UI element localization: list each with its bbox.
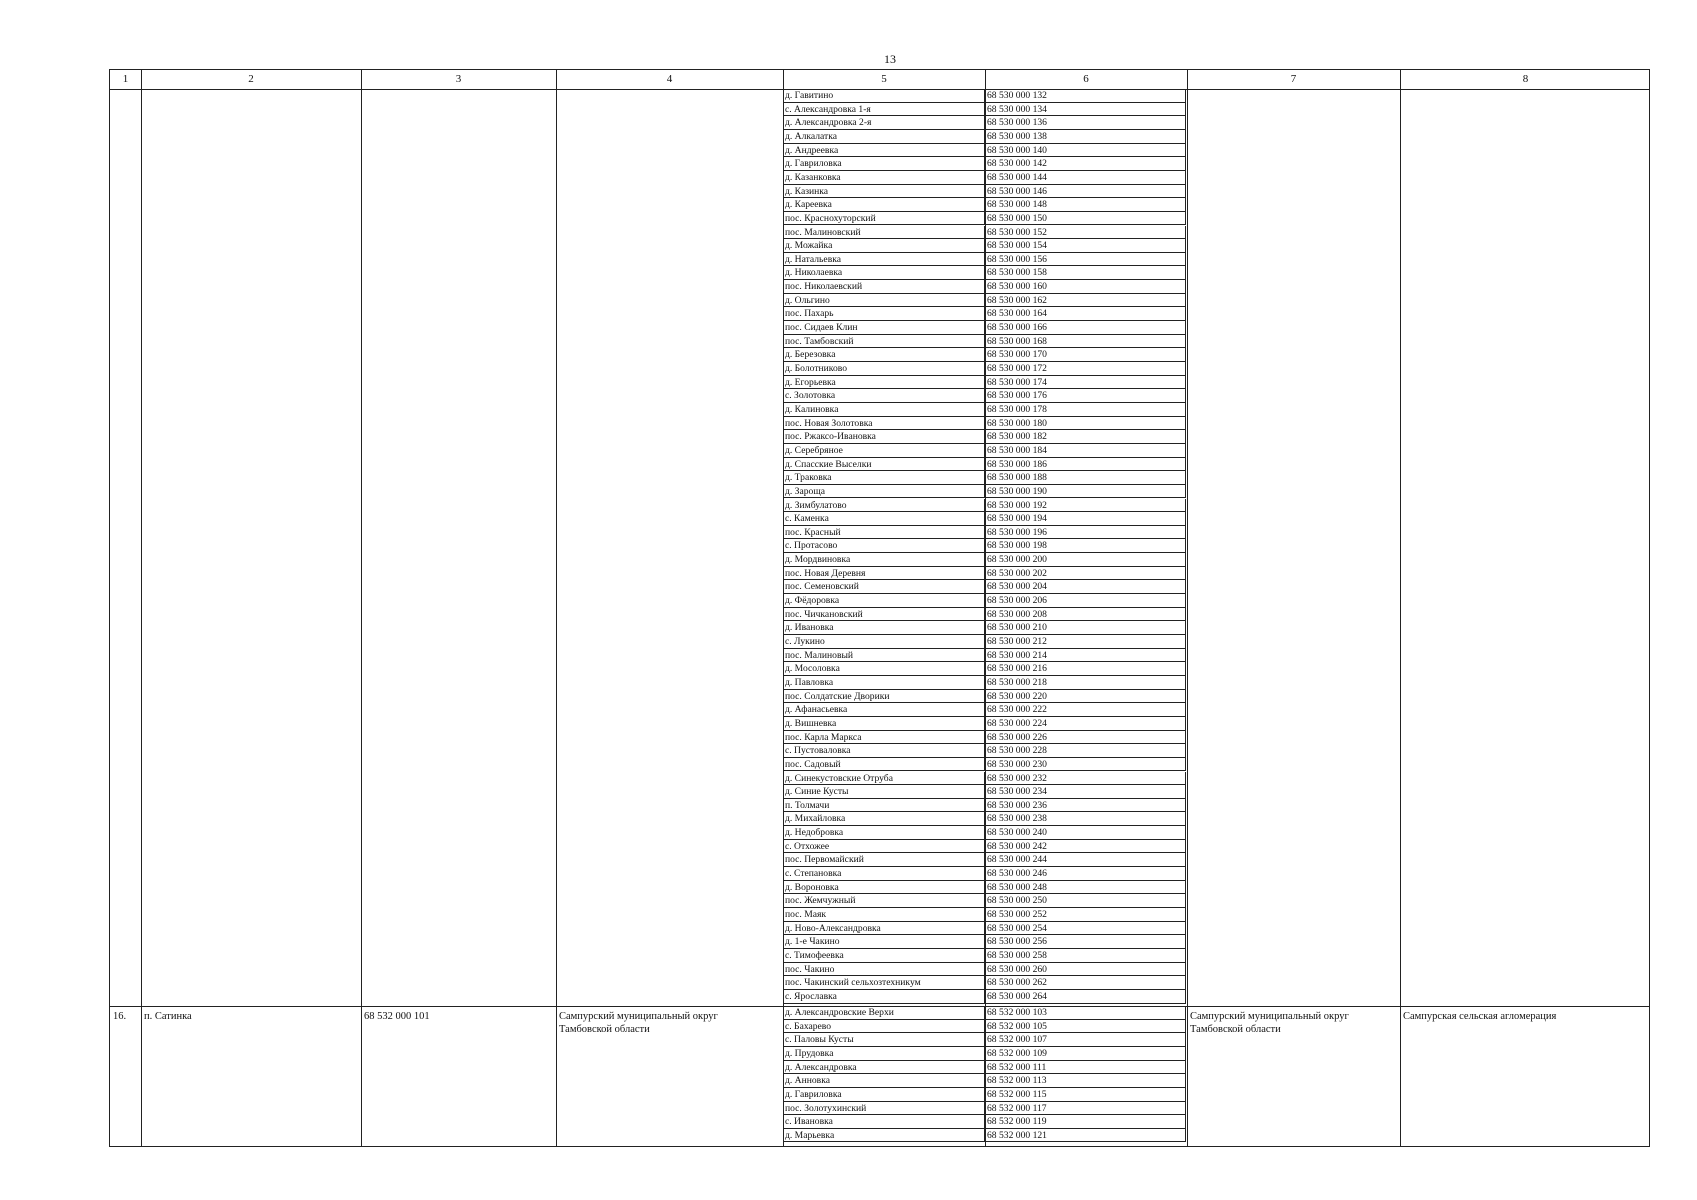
center-code: 68 532 000 101 — [364, 1011, 430, 1022]
center-settlement: п. Сатинка — [144, 1011, 192, 1022]
municipality-col7: Сампурский муниципальный округ Тамбовской области — [1190, 1011, 1349, 1035]
settlement-name: с. Степановка — [783, 867, 984, 881]
settlement-code: 68 530 000 178 — [984, 403, 1186, 417]
header-col-6: 6 — [1083, 73, 1089, 85]
settlement-name: д. Ивановка — [783, 621, 984, 635]
settlements-table — [109, 69, 1650, 1147]
settlement-name: пос. Солдатские Дворики — [783, 690, 984, 704]
settlement-code: 68 530 000 226 — [984, 731, 1186, 745]
settlement-name: д. Вишневка — [783, 717, 984, 731]
settlement-code: 68 530 000 236 — [984, 799, 1186, 813]
settlement-code: 68 530 000 182 — [984, 430, 1186, 444]
settlement-code: 68 530 000 222 — [984, 703, 1186, 717]
settlement-name: д. Анновка — [783, 1074, 984, 1088]
settlement-name: д. Казанковка — [783, 171, 984, 185]
settlement-code: 68 530 000 224 — [984, 717, 1186, 731]
settlement-name: д. Ново-Александровка — [783, 922, 984, 936]
settlement-name: д. Синие Кусты — [783, 785, 984, 799]
settlement-code: 68 530 000 170 — [984, 348, 1186, 362]
settlement-code: 68 530 000 218 — [984, 676, 1186, 690]
header-col-1: 1 — [122, 73, 129, 85]
settlement-code: 68 530 000 154 — [984, 239, 1186, 253]
settlement-name: пос. Ржаксо-Ивановка — [783, 430, 984, 444]
settlement-name: пос. Тамбовский — [783, 335, 984, 349]
settlement-code: 68 530 000 252 — [984, 908, 1186, 922]
settlement-name: с. Пустоваловка — [783, 744, 984, 758]
settlement-name: с. Александровка 1-я — [783, 103, 984, 117]
settlement-code: 68 530 000 144 — [984, 171, 1186, 185]
settlement-name: пос. Краснохуторский — [783, 212, 984, 226]
settlement-code: 68 530 000 188 — [984, 471, 1186, 485]
settlement-name: пос. Новая Золотовка — [783, 417, 984, 431]
settlement-name: пос. Чакинский сельхозтехникум — [783, 976, 984, 990]
settlement-name: д. Калиновка — [783, 403, 984, 417]
settlement-name: п. Толмачи — [783, 799, 984, 813]
settlement-code: 68 530 000 150 — [984, 212, 1186, 226]
settlement-name: д. Березовка — [783, 348, 984, 362]
header-col-3: 3 — [455, 73, 462, 85]
settlement-name: пос. Пахарь — [783, 307, 984, 321]
settlement-code: 68 530 000 156 — [984, 253, 1186, 267]
settlement-name: д. Алкалатка — [783, 130, 984, 144]
settlement-name: д. Натальевка — [783, 253, 984, 267]
settlement-code: 68 532 000 113 — [984, 1074, 1186, 1088]
municipality: Сампурский муниципальный округ Тамбовской области — [559, 1011, 718, 1035]
settlement-name: д. Михайловка — [783, 812, 984, 826]
settlement-name: д. Гавитино — [783, 89, 984, 103]
settlement-name: с. Тимофеевка — [783, 949, 984, 963]
header-col-5: 5 — [881, 73, 887, 85]
settlement-code: 68 530 000 194 — [984, 512, 1186, 526]
settlement-code: 68 530 000 254 — [984, 922, 1186, 936]
settlement-name: д. Мордвиновка — [783, 553, 984, 567]
settlement-code: 68 532 000 115 — [984, 1088, 1186, 1102]
settlement-code: 68 530 000 232 — [984, 772, 1186, 786]
settlement-name: пос. Чичкановский — [783, 608, 984, 622]
settlement-name: пос. Карла Маркса — [783, 731, 984, 745]
settlement-name: с. Ярославка — [783, 990, 984, 1004]
settlement-name: д. Прудовка — [783, 1047, 984, 1061]
settlement-name: д. 1-е Чакино — [783, 935, 984, 949]
settlement-code: 68 530 000 134 — [984, 103, 1186, 117]
settlement-code: 68 530 000 258 — [984, 949, 1186, 963]
settlement-code: 68 530 000 140 — [984, 144, 1186, 158]
settlement-code: 68 530 000 186 — [984, 458, 1186, 472]
settlement-code: 68 532 000 121 — [984, 1129, 1186, 1143]
settlement-name: д. Павловка — [783, 676, 984, 690]
settlement-code: 68 530 000 202 — [984, 567, 1186, 581]
settlement-name: пос. Красный — [783, 526, 984, 540]
settlement-code: 68 530 000 210 — [984, 621, 1186, 635]
settlement-name: пос. Николаевский — [783, 280, 984, 294]
settlement-name: с. Лукино — [783, 635, 984, 649]
settlement-code: 68 530 000 152 — [984, 226, 1186, 240]
settlement-code: 68 530 000 168 — [984, 335, 1186, 349]
col-divider — [556, 70, 557, 1146]
settlement-code: 68 530 000 260 — [984, 963, 1186, 977]
settlement-name: д. Вороновка — [783, 881, 984, 895]
settlement-code: 68 530 000 208 — [984, 608, 1186, 622]
settlement-name: д. Гавриловка — [783, 157, 984, 171]
settlement-name: пос. Семеновский — [783, 580, 984, 594]
settlement-name: д. Александровка — [783, 1061, 984, 1075]
settlement-code: 68 530 000 256 — [984, 935, 1186, 949]
settlement-code: 68 532 000 119 — [984, 1115, 1186, 1129]
settlement-code: 68 530 000 234 — [984, 785, 1186, 799]
settlement-name: пос. Чакино — [783, 963, 984, 977]
settlement-name: д. Александровские Верхи — [783, 1006, 984, 1020]
settlement-name: д. Траковка — [783, 471, 984, 485]
settlement-code: 68 532 000 117 — [984, 1102, 1186, 1116]
settlement-code: 68 530 000 172 — [984, 362, 1186, 376]
settlement-code: 68 532 000 105 — [984, 1020, 1186, 1034]
settlement-name: с. Бахарево — [783, 1020, 984, 1034]
col-divider — [1187, 70, 1188, 1146]
settlement-code: 68 530 000 198 — [984, 539, 1186, 553]
settlement-code: 68 530 000 216 — [984, 662, 1186, 676]
settlement-code: 68 532 000 107 — [984, 1033, 1186, 1047]
settlement-code: 68 530 000 146 — [984, 185, 1186, 199]
header-col-7: 7 — [1290, 73, 1297, 85]
settlement-code: 68 530 000 164 — [984, 307, 1186, 321]
settlement-name: пос. Золотухинский — [783, 1102, 984, 1116]
settlement-code: 68 530 000 200 — [984, 553, 1186, 567]
col-divider — [361, 70, 362, 1146]
col-divider — [1400, 70, 1401, 1146]
settlement-code: 68 530 000 176 — [984, 389, 1186, 403]
settlement-name: д. Болотниково — [783, 362, 984, 376]
agglomeration: Сампурская сельская агломерация — [1403, 1011, 1557, 1022]
settlement-code: 68 530 000 228 — [984, 744, 1186, 758]
settlement-name: д. Егорьевка — [783, 376, 984, 390]
settlement-name: пос. Сидаев Клин — [783, 321, 984, 335]
header-col-8: 8 — [1522, 73, 1529, 85]
settlement-code: 68 530 000 204 — [984, 580, 1186, 594]
settlement-name: д. Казинка — [783, 185, 984, 199]
header-col-2: 2 — [248, 73, 254, 85]
settlement-code: 68 530 000 242 — [984, 840, 1186, 854]
settlement-code: 68 530 000 158 — [984, 266, 1186, 280]
settlement-name: д. Зароща — [783, 485, 984, 499]
settlement-name: д. Афанасьевка — [783, 703, 984, 717]
settlement-code: 68 530 000 264 — [984, 990, 1186, 1004]
settlement-code: 68 530 000 162 — [984, 294, 1186, 308]
settlement-code: 68 530 000 190 — [984, 485, 1186, 499]
settlement-name: д. Фёдоровка — [783, 594, 984, 608]
settlement-name: д. Недобровка — [783, 826, 984, 840]
settlement-code: 68 530 000 262 — [984, 976, 1186, 990]
settlement-name: с. Каменка — [783, 512, 984, 526]
settlement-name: пос. Жемчужный — [783, 894, 984, 908]
settlement-name: д. Мосоловка — [783, 662, 984, 676]
settlement-name: д. Марьевка — [783, 1129, 984, 1143]
col-divider — [141, 70, 142, 1146]
settlement-name: д. Серебряное — [783, 444, 984, 458]
settlement-name: д. Зимбулатово — [783, 499, 984, 513]
settlement-code: 68 530 000 212 — [984, 635, 1186, 649]
settlement-code: 68 530 000 238 — [984, 812, 1186, 826]
settlement-name: пос. Садовый — [783, 758, 984, 772]
settlement-name: д. Ольгино — [783, 294, 984, 308]
settlement-name: д. Александровка 2-я — [783, 116, 984, 130]
settlement-code: 68 530 000 246 — [984, 867, 1186, 881]
settlement-code: 68 530 000 214 — [984, 649, 1186, 663]
settlement-name: д. Николаевка — [783, 266, 984, 280]
settlement-code: 68 532 000 103 — [984, 1006, 1186, 1020]
settlement-code: 68 530 000 206 — [984, 594, 1186, 608]
settlement-name: д. Можайка — [783, 239, 984, 253]
settlement-name: с. Отхожее — [783, 840, 984, 854]
settlement-code: 68 530 000 240 — [984, 826, 1186, 840]
row-number: 16. — [113, 1011, 127, 1022]
settlement-code: 68 530 000 244 — [984, 853, 1186, 867]
settlement-code: 68 530 000 220 — [984, 690, 1186, 704]
settlement-code: 68 530 000 148 — [984, 198, 1186, 212]
settlement-code: 68 530 000 248 — [984, 881, 1186, 895]
settlement-name: пос. Малиновский — [783, 226, 984, 240]
settlement-code: 68 530 000 138 — [984, 130, 1186, 144]
header-col-4: 4 — [666, 73, 673, 85]
settlement-name: д. Спасские Выселки — [783, 458, 984, 472]
settlement-code: 68 530 000 142 — [984, 157, 1186, 171]
settlement-code: 68 530 000 230 — [984, 758, 1186, 772]
settlement-name: пос. Маяк — [783, 908, 984, 922]
settlement-code: 68 530 000 192 — [984, 499, 1186, 513]
page-number: 13 — [884, 52, 896, 66]
settlement-name: д. Гавриловка — [783, 1088, 984, 1102]
settlement-code: 68 532 000 109 — [984, 1047, 1186, 1061]
settlement-code: 68 530 000 184 — [984, 444, 1186, 458]
settlement-name: пос. Малиновый — [783, 649, 984, 663]
settlement-code: 68 530 000 180 — [984, 417, 1186, 431]
settlement-code: 68 530 000 166 — [984, 321, 1186, 335]
settlement-name: с. Ивановка — [783, 1115, 984, 1129]
settlement-name: пос. Первомайский — [783, 853, 984, 867]
settlement-code: 68 530 000 174 — [984, 376, 1186, 390]
settlement-code: 68 530 000 132 — [984, 89, 1186, 103]
settlement-name: с. Протасово — [783, 539, 984, 553]
settlement-name: д. Кареевка — [783, 198, 984, 212]
settlement-code: 68 530 000 136 — [984, 116, 1186, 130]
settlement-name: с. Паловы Кусты — [783, 1033, 984, 1047]
settlement-name: д. Синекустовские Отруба — [783, 772, 984, 786]
settlement-code: 68 530 000 250 — [984, 894, 1186, 908]
settlement-code: 68 530 000 160 — [984, 280, 1186, 294]
settlement-code: 68 532 000 111 — [984, 1061, 1186, 1075]
settlement-name: пос. Новая Деревня — [783, 567, 984, 581]
settlement-code: 68 530 000 196 — [984, 526, 1186, 540]
settlement-name: д. Андреевка — [783, 144, 984, 158]
settlement-name: с. Золотовка — [783, 389, 984, 403]
settlements-subtable — [783, 89, 1186, 1147]
